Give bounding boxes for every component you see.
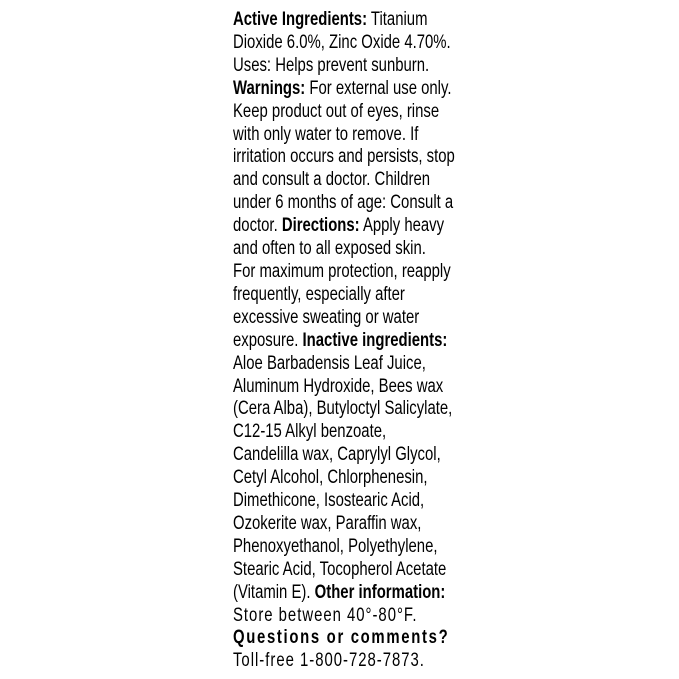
label-segment: (Vitamin E). [233,580,315,603]
label-segment: Toll-free 1-800-728-7873. [233,649,425,672]
label-segment: For maximum protection, reapply [233,259,451,282]
label-segment: Apply heavy [359,214,445,237]
label-line [233,604,461,627]
label-segment-bold: Directions: [281,214,360,237]
label-segment: Keep product out of eyes, rinse [233,99,440,122]
label-line [233,420,461,443]
label-segment-bold: Questions or comments? [233,626,450,649]
label-line [233,535,461,558]
label-line [233,443,461,466]
label-segment: Aloe Barbadensis Leaf Juice, [233,351,426,374]
label-segment: Uses: Helps prevent sunburn. [233,53,430,76]
label-line [233,306,461,329]
label-line [233,512,461,535]
label-segment: and consult a doctor. Children [233,168,431,191]
label-segment: Cetyl Alcohol, Chlorphenesin, [233,466,428,489]
label-line [233,168,461,191]
label-line [233,77,461,100]
label-line [233,260,461,283]
label-line [233,352,461,375]
label-line [233,489,461,512]
label-segment: Titanium [367,8,428,30]
label-segment: exposure. [233,328,303,351]
label-line [233,581,461,604]
label-segment: Stearic Acid, Tocopherol Acetate [233,557,447,580]
label-line [233,649,461,672]
label-line [233,54,461,77]
label-line [233,558,461,581]
label-segment-bold: Warnings: [233,76,306,99]
label-segment-bold: Active Ingredients: [233,8,368,30]
label-segment: frequently, especially after [233,282,405,305]
label-segment-bold: Inactive ingredients: [302,328,448,351]
label-segment: under 6 months of age: Consult a [233,191,454,214]
label-line [233,283,461,306]
label-segment: and often to all exposed skin. [233,237,426,260]
label-line [233,237,461,260]
label-line [233,145,461,168]
label-segment: C12-15 Alkyl benzoate, [233,420,387,443]
label-line [233,626,461,649]
label-segment: (Cera Alba), Butyloctyl Salicylate, [233,397,453,420]
label-line [233,375,461,398]
label-segment-bold: Other information: [314,580,446,603]
label-segment: Dioxide 6.0%, Zinc Oxide 4.70%. [233,30,451,53]
label-line [233,31,461,54]
label-line [233,466,461,489]
label-line [233,214,461,237]
label-segment: Ozokerite wax, Paraffin wax, [233,511,422,534]
label-segment: with only water to remove. If [233,122,419,145]
ingredients-label-text [233,8,461,672]
label-segment: For external use only. [305,76,452,99]
label-line [233,397,461,420]
label-segment: irritation occurs and persists, stop [233,145,455,168]
label-line [233,191,461,214]
label-segment: excessive sweating or water [233,305,420,328]
label-segment: Dimethicone, Isostearic Acid, [233,489,425,512]
label-segment: Store between 40°-80°F. [233,603,418,626]
label-line [233,123,461,146]
label-segment: Candelilla wax, Caprylyl Glycol, [233,443,441,466]
label-line [233,100,461,123]
label-segment: Phenoxyethanol, Polyethylene, [233,534,438,557]
label-line [233,329,461,352]
label-segment: doctor. [233,214,282,237]
label-line [233,8,461,31]
label-segment: Aluminum Hydroxide, Bees wax [233,374,444,397]
